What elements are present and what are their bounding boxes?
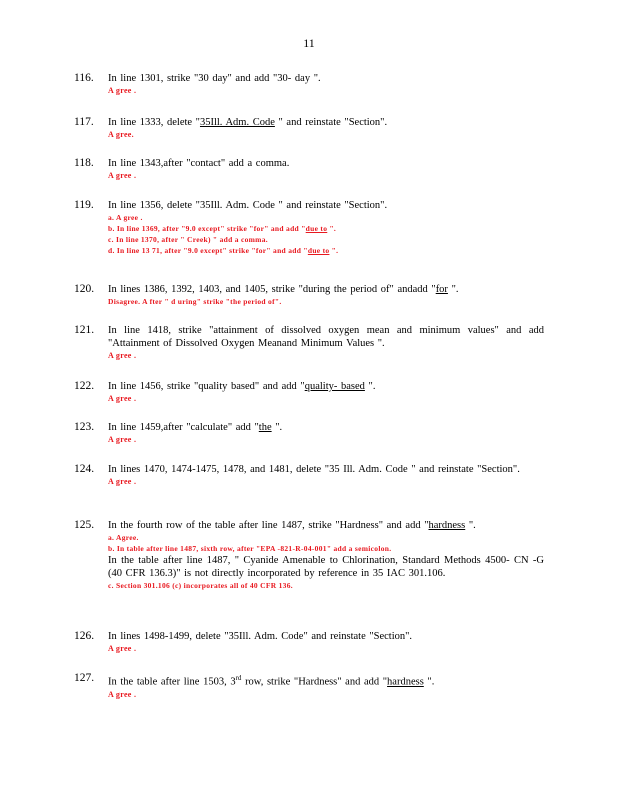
item-number: 122. bbox=[74, 380, 95, 392]
list-item bbox=[74, 324, 544, 361]
item-number: 116. bbox=[74, 72, 94, 84]
list-item bbox=[74, 630, 544, 654]
list-item bbox=[74, 380, 544, 404]
list-item bbox=[74, 672, 544, 700]
item-number: 124. bbox=[74, 463, 95, 475]
item-number: 121. bbox=[74, 324, 95, 336]
item-number: 125. bbox=[74, 519, 95, 531]
response-text: A gree . bbox=[108, 394, 137, 403]
item-text: In line 1459,after "calculate" add "the ". bbox=[108, 422, 283, 433]
response-text: A gree. bbox=[108, 130, 134, 139]
response-c: c. In line 1370, after " Creek) " add a comma. bbox=[108, 235, 268, 244]
response-text: A gree . bbox=[108, 171, 137, 180]
item-number: 126. bbox=[74, 630, 95, 642]
item-text: In line 1418, strike "attainment of dissolved oxygen mean and minimum values" and add "Attainment of Dissolved Oxygen Meanand Minimum Values ". bbox=[108, 325, 544, 349]
response-a: a. A gree . bbox=[108, 213, 143, 222]
response-b: b. In table after line 1487, sixth row, after "EPA -821-R-04-001" add a semicolon. bbox=[108, 544, 392, 553]
item-text: In line 1456, strike "quality based" and add "quality- based ". bbox=[108, 381, 376, 392]
response-text: A gree . bbox=[108, 689, 137, 699]
response-a: a. Agree. bbox=[108, 533, 139, 542]
item-number: 123. bbox=[74, 421, 95, 433]
response-text: Disagree. A fter " d uring" strike "the period of". bbox=[108, 297, 282, 306]
list-item bbox=[74, 283, 544, 307]
item-text: In lines 1386, 1392, 1403, and 1405, strike "during the period of" andadd "for ". bbox=[108, 284, 459, 295]
item-text: In the table after line 1503, 3rd row, strike "Hardness" and add "hardness ". bbox=[108, 674, 435, 688]
list-item bbox=[74, 421, 544, 445]
item-text: In lines 1498-1499, delete "35Ill. Adm. Code" and reinstate "Section". bbox=[108, 631, 413, 642]
response-text: A gree . bbox=[108, 477, 137, 486]
item-text: In line 1356, delete "35Ill. Adm. Code " and reinstate "Section". bbox=[108, 200, 388, 211]
item-text: In line 1333, delete "35Ill. Adm. Code " and reinstate "Section". bbox=[108, 117, 388, 128]
list-item bbox=[74, 463, 544, 487]
response-text: A gree . bbox=[108, 435, 137, 444]
list-item bbox=[74, 72, 544, 96]
response-text: A gree . bbox=[108, 351, 137, 360]
item-number: 118. bbox=[74, 157, 94, 169]
item-number: 120. bbox=[74, 283, 95, 295]
response-c: c. Section 301.106 (c) incorporates all of 40 CFR 136. bbox=[108, 581, 293, 590]
response-d: d. In line 13 71, after "9.0 except" strike "for" and add "due to ". bbox=[108, 246, 339, 255]
item-text: In line 1343,after "contact" add a comma. bbox=[108, 158, 290, 169]
item-text: In lines 1470, 1474-1475, 1478, and 1481, delete "35 Ill. Adm. Code " and reinstate "Section". bbox=[108, 464, 520, 475]
item-text: In line 1301, strike "30 day" and add "30- day ". bbox=[108, 73, 321, 84]
page-number: 11 bbox=[303, 36, 315, 50]
list-item bbox=[74, 157, 544, 181]
item-number: 119. bbox=[74, 199, 94, 211]
item-number: 127. bbox=[74, 672, 95, 684]
response-b: b. In line 1369, after "9.0 except" strike "for" and add "due to ". bbox=[108, 224, 337, 233]
item-text: In the fourth row of the table after line 1487, strike "Hardness" and add "hardness ". bbox=[108, 520, 476, 531]
list-item bbox=[74, 199, 544, 256]
response-text: A gree . bbox=[108, 86, 137, 95]
item-text-continued: In the table after line 1487, " Cyanide Amenable to Chlorination, Standard Methods 4500- CN -G (40 CFR 136.3)" is not directly incorporated by reference in 35 IAC 301.106. bbox=[108, 555, 544, 579]
list-item bbox=[74, 116, 544, 140]
response-text: A gree . bbox=[108, 644, 137, 653]
list-item bbox=[74, 519, 544, 591]
item-number: 117. bbox=[74, 116, 94, 128]
